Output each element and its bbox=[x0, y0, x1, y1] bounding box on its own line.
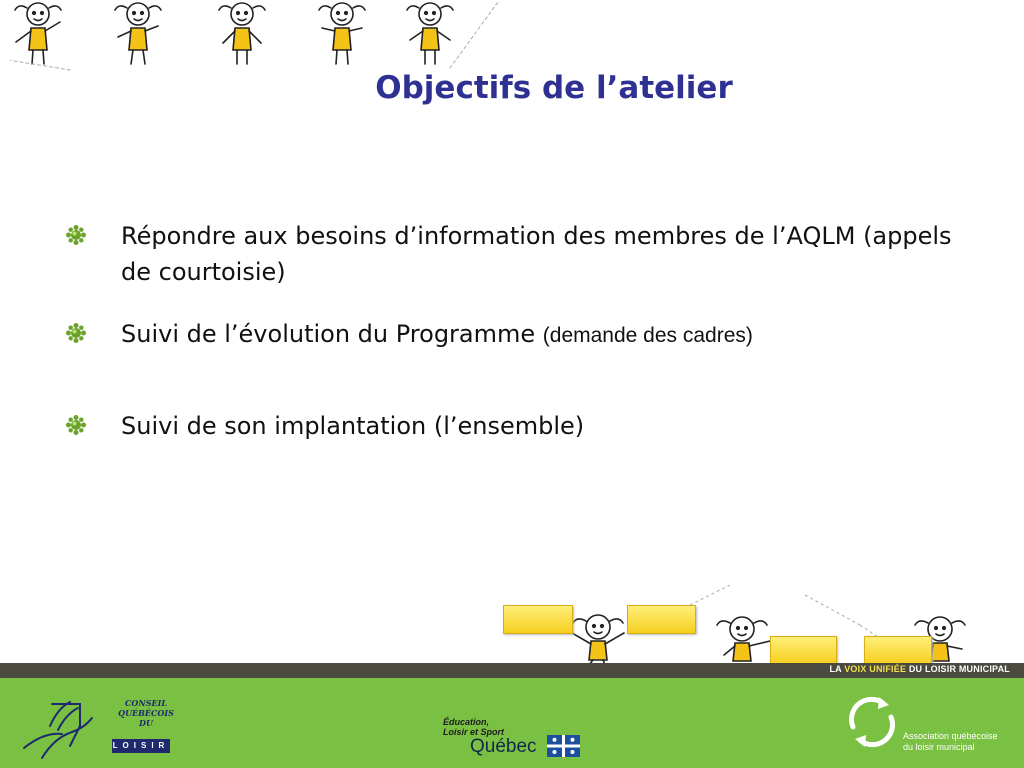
gear-flower-bullet-icon bbox=[66, 323, 86, 343]
child-doodle-icon bbox=[15, 3, 61, 64]
child-doodle-icon bbox=[407, 3, 453, 64]
yellow-box bbox=[627, 605, 696, 634]
bullet-item bbox=[66, 218, 971, 290]
child-doodle-icon bbox=[319, 3, 365, 64]
edu-line: Éducation, bbox=[443, 717, 490, 727]
bullet-item bbox=[66, 408, 971, 444]
quebec-flag-icon bbox=[547, 735, 580, 757]
bullet-text: Répondre aux besoins d’information des membres de l’AQLM (appels de courtoisie) bbox=[121, 222, 952, 286]
slogan-text: DU LOISIR MUNICIPAL bbox=[906, 664, 1010, 674]
footer-slogan bbox=[829, 664, 1010, 674]
quebec-wordmark: Québec bbox=[470, 736, 537, 757]
yellow-box bbox=[770, 636, 837, 665]
aqlm-logo-icon bbox=[843, 693, 901, 751]
cql-line: DU bbox=[139, 718, 153, 728]
slide-title: Objectifs de l’atelier bbox=[375, 70, 733, 106]
gear-flower-bullet-icon bbox=[66, 415, 86, 435]
yellow-box bbox=[503, 605, 573, 634]
cql-loisir-label: LOISIR bbox=[112, 739, 170, 753]
aqlm-line: du loisir municipal bbox=[903, 742, 975, 752]
kids-top-decoration bbox=[10, 0, 510, 72]
bullet-item bbox=[66, 316, 971, 354]
child-doodle-icon bbox=[115, 3, 161, 64]
yellow-box bbox=[864, 636, 932, 665]
cql-line: QUÉBÉCOIS bbox=[118, 708, 174, 718]
cql-line: CONSEIL bbox=[125, 698, 167, 708]
education-logo-text bbox=[443, 717, 504, 737]
bullet-text: Suivi de son implantation (l’ensemble) bbox=[121, 412, 585, 440]
aqlm-line: Association québécoise bbox=[903, 731, 998, 741]
child-doodle-icon bbox=[219, 3, 265, 64]
cql-logo-icon bbox=[22, 696, 114, 762]
aqlm-logo-text bbox=[903, 731, 998, 753]
bullet-text: Suivi de l’évolution du Programme bbox=[121, 320, 543, 348]
slogan-accent: VOIX UNIFIÉE bbox=[844, 664, 907, 674]
cql-logo-text bbox=[118, 698, 174, 728]
gear-flower-bullet-icon bbox=[66, 225, 86, 245]
edu-line: Loisir et Sport bbox=[443, 727, 505, 737]
child-doodle-icon bbox=[717, 617, 770, 661]
bullet-note: (demande des cadres) bbox=[542, 324, 753, 347]
slogan-text: LA bbox=[829, 664, 845, 674]
